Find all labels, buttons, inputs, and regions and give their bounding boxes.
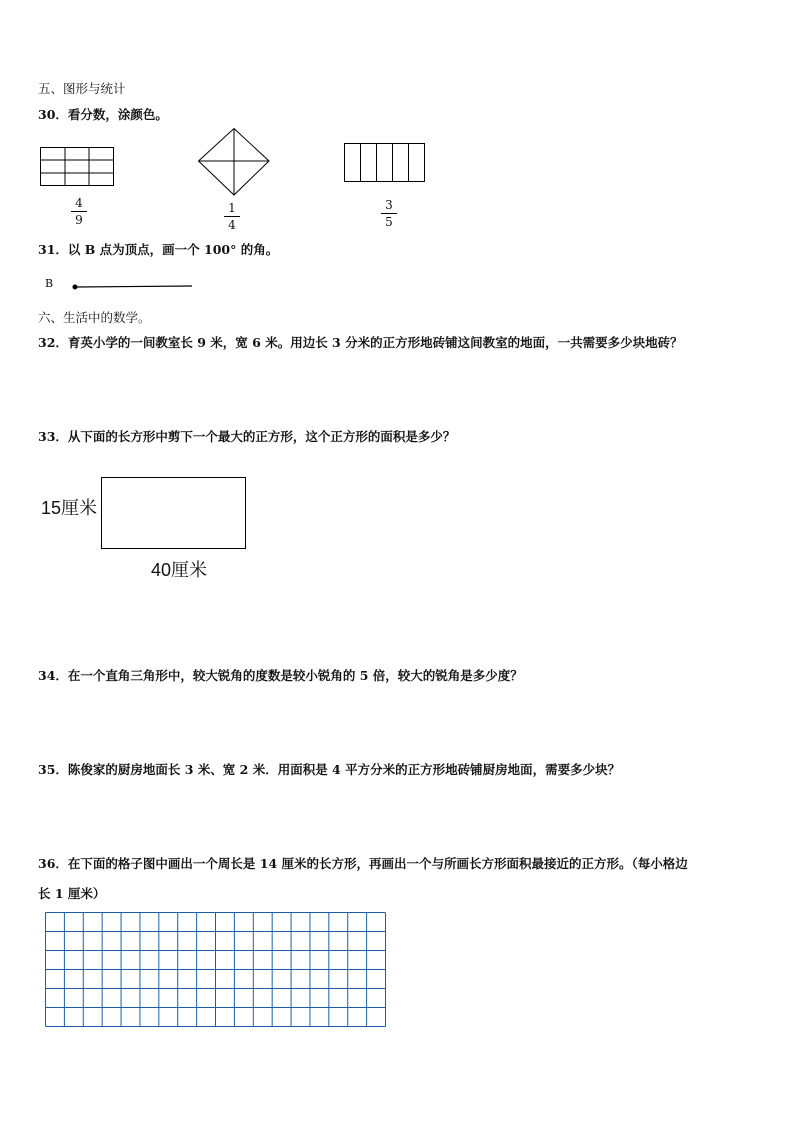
fraction-1-4 (220, 201, 244, 232)
fraction-bar (224, 216, 240, 217)
question-36-line-1: 36．在下面的格子图中画出一个周长是 14 厘米的长方形，再画出一个与所画长方形面积最接近的正方形。（每小格边 (38, 856, 688, 871)
rectangle-height-label: 15厘米 (41, 498, 98, 518)
section-5-title: 五、图形与统计 (38, 81, 126, 96)
rectangle-width-label: 40厘米 (151, 560, 208, 580)
fraction-4-9 (67, 196, 91, 227)
denominator: 4 (228, 218, 236, 232)
q33-rectangle (101, 477, 247, 551)
numerator: 4 (75, 196, 83, 210)
question-30: 30．看分数，涂颜色。 (38, 107, 168, 122)
numerator: 3 (385, 198, 393, 212)
section-6-title: 六、生活中的数学。 (38, 310, 151, 325)
fraction-3-5 (377, 198, 401, 229)
question-34: 34．在一个直角三角形中，较大锐角的度数是较小锐角的 5 倍，较大的锐角是多少度？ (38, 668, 523, 683)
question-32: 32．育英小学的一间教室长 9 米，宽 6 米。用边长 3 分米的正方形地砖铺这间教室的地面，一共需要多少块地砖？ (38, 335, 683, 350)
point-b-label: B (45, 277, 54, 290)
numerator: 1 (228, 201, 236, 215)
denominator: 5 (385, 215, 393, 229)
fraction-bar (71, 211, 87, 212)
question-31: 31．以 B 点为顶点，画一个 100° 的角。 (38, 242, 279, 257)
q30-grid-figure (40, 147, 114, 187)
q36-square-grid (45, 912, 387, 1028)
question-33: 33．从下面的长方形中剪下一个最大的正方形，这个正方形的面积是多少？ (38, 429, 456, 444)
q31-ray (70, 282, 194, 292)
question-36-line-2: 长 1 厘米） (38, 886, 106, 901)
q30-diamond-figure (198, 128, 270, 196)
question-35: 35．陈俊家的厨房地面长 3 米、宽 2 米．用面积是 4 平方分米的正方形地砖铺厨房地面，需要多少块？ (38, 762, 621, 777)
denominator: 9 (75, 213, 83, 227)
q30-strip-figure (344, 143, 426, 183)
fraction-bar (381, 213, 397, 214)
